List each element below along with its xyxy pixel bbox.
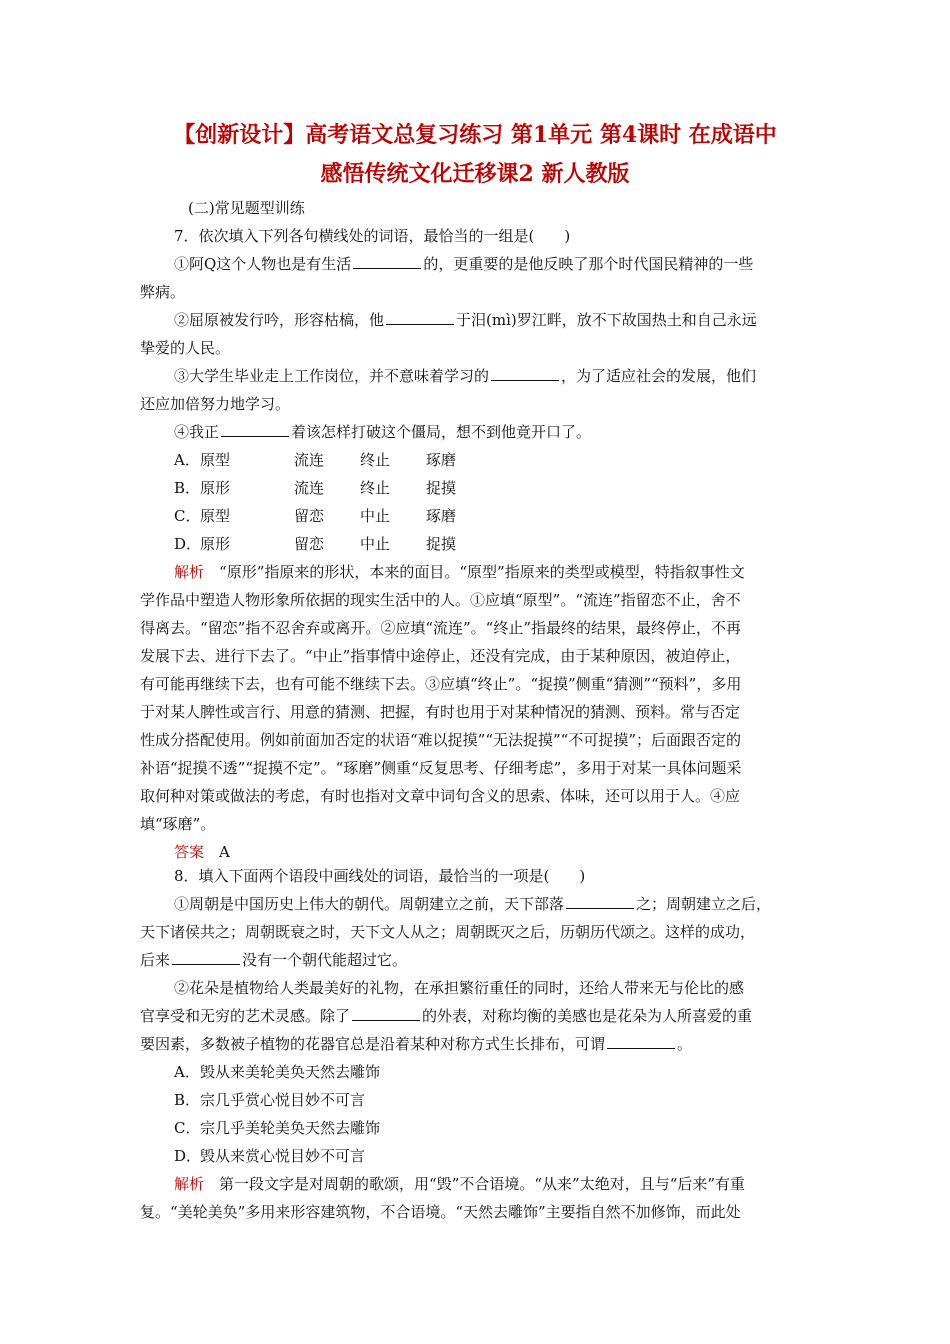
q7-sentence2-cont: 挚爱的人民。: [140, 339, 231, 357]
q7-option-a: A．原型 流连 终止 琢磨: [174, 451, 457, 469]
q7-analysis-line: 学作品中塑造人物形象所依据的现实生活中的人。①应填“原型”。“流连”指留恋不止，舍不: [140, 591, 741, 609]
doc-title-line2: 感悟传统文化迁移课2 新人教版: [320, 161, 630, 187]
q7-sentence3-cont: 还应加倍努力地学习。: [140, 395, 291, 413]
blank-line: [352, 1006, 420, 1021]
blank-line: [353, 254, 421, 269]
answer-label: 答案: [174, 843, 205, 861]
blank-line: [607, 1034, 675, 1049]
q8-analysis-line: 解析 第一段文字是对周朝的歌颂，用“毁”不合语境。“从来”太绝对，且与“后来”有重: [174, 1175, 746, 1193]
q7-analysis-line: 得离去。“留恋”指不忍舍弃或离开。②应填“流连”。“终止”指最终的结果，最终停止，不再: [140, 619, 742, 637]
q7-sentence3: ③大学生毕业走上工作岗位，并不意味着学习的 ，为了适应社会的发展，他们: [174, 367, 757, 385]
q7-analysis-line: 性成分搭配使用。例如前面加否定的状语“难以捉摸”“无法捉摸”“不可捉摸”；后面跟否定的: [140, 731, 742, 749]
q8-passage1-cont: 天下诸侯共之；周朝既衰之时，天下文人从之；周朝既灭之后，历朝历代颂之。这样的成功，: [140, 923, 756, 941]
q7-option-b: B．原形 流连 终止 捉摸: [174, 479, 457, 497]
q7-analysis-line: 取何种对策或做法的考虑，有时也指对文章中词句含义的思索、体味，还可以用于人。④应: [140, 787, 741, 805]
blank-line: [491, 366, 559, 381]
q7-analysis-line: 补语“捉摸不透”“捉摸不定”。“琢磨”侧重“反复思考、仔细考虑”，多用于对某一具体问题采: [140, 759, 742, 777]
q7-sentence2: ②屈原被发行吟，形容枯槁，他 于汨(mì)罗江畔，放不下故国热土和自己永远: [174, 311, 757, 329]
doc-title-line1: 【创新设计】高考语文总复习练习 第1单元 第4课时 在成语中: [173, 122, 777, 148]
section-heading: (二)常见题型训练: [188, 199, 305, 217]
q8-stem: 8．填入下面两个语段中画线处的词语，最恰当的一项是( ): [174, 867, 586, 885]
q8-passage1: ①周朝是中国历史上伟大的朝代。周朝建立之前，天下部落 之；周朝建立之后，: [174, 895, 772, 913]
q7-analysis-line: 填“琢磨”。: [140, 815, 216, 833]
q7-option-d: D．原形 留恋 中止 捉摸: [174, 535, 457, 553]
q8-passage2: ②花朵是植物给人类最美好的礼物，在承担繁衍重任的同时，还给人带来无与伦比的感: [174, 979, 745, 997]
q7-sentence1-cont: 弊病。: [140, 283, 186, 301]
q7-sentence4: ④我正 着该怎样打破这个僵局，想不到他竟开口了。: [174, 423, 592, 441]
q7-answer: 答案 A: [174, 843, 230, 861]
q8-option-b: B．宗几乎赏心悦目妙不可言: [174, 1091, 366, 1109]
q8-passage1-end: 后来 没有一个朝代能超过它。: [140, 951, 408, 969]
q8-passage2-end: 要因素，多数被子植物的花器官总是沿着某种对称方式生长排布，可谓 。: [140, 1035, 693, 1053]
q8-option-d: D．毁从来赏心悦目妙不可言: [174, 1147, 366, 1165]
q8-option-a: A．毁从来美轮美奂天然去雕饰: [174, 1063, 381, 1081]
blank-line: [172, 950, 240, 965]
blank-line: [221, 422, 289, 437]
q7-analysis-line: 有可能再继续下去，也有可能不继续下去。③应填“终止”。“捉摸”侧重“猜测”“预料”，多用: [140, 675, 742, 693]
q7-analysis-line: 发展下去、进行下去了。“中止”指事情中途停止，还没有完成，由于某种原因，被迫停止，: [140, 647, 741, 665]
q8-passage2-cont: 官享受和无穷的艺术灵感。除了 的外表，对称均衡的美感也是花朵为人所喜爱的重: [140, 1007, 753, 1025]
q7-option-c: C．原型 留恋 中止 琢磨: [174, 507, 457, 525]
q7-analysis-line: 解析 “原形”指原来的形状，本来的面目。“原型”指原来的类型或模型，特指叙事性文: [174, 563, 745, 581]
analysis-label: 解析: [174, 1175, 205, 1193]
q8-option-c: C．宗几乎美轮美奂天然去雕饰: [174, 1119, 381, 1137]
q7-analysis-line: 于对某人脾性或言行、用意的猜测、把握，有时也用于对某种情况的猜测、预料。常与否定: [140, 703, 741, 721]
analysis-label: 解析: [174, 563, 205, 581]
blank-line: [566, 894, 634, 909]
q7-stem: 7．依次填入下列各句横线处的词语，最恰当的一组是( ): [174, 227, 571, 245]
q8-analysis-line: 复。“美轮美奂”多用来形容建筑物，不合语境。“天然去雕饰”主要指自然不加修饰，而此处: [140, 1203, 741, 1221]
blank-line: [386, 310, 454, 325]
q7-sentence1: ①阿Q这个人物也是有生活 的，更重要的是他反映了那个时代国民精神的一些: [174, 255, 754, 273]
